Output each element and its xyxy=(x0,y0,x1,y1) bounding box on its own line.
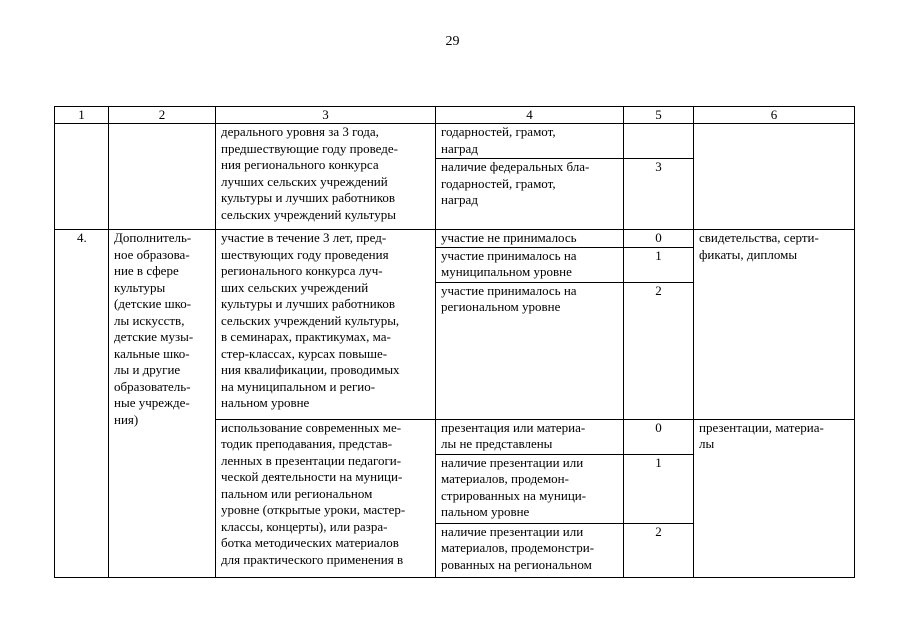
score-cell: 3 xyxy=(624,159,694,230)
score-cell: 0 xyxy=(624,419,694,454)
header-cell-1: 1 xyxy=(55,107,109,124)
indicator-cell: годарностей, грамот, наград xyxy=(436,124,624,159)
header-cell-5: 5 xyxy=(624,107,694,124)
header-cell-2: 2 xyxy=(109,107,216,124)
score-cell xyxy=(624,124,694,159)
score-cell: 1 xyxy=(624,454,694,523)
confirmation-cell: презентации, материа- лы xyxy=(694,419,855,577)
score-cell: 2 xyxy=(624,282,694,419)
criterion-cell: дерального уровня за 3 года, предшествующие году проведе- ния регионального конкурса лучших сельских учреждений культуры и лучших работников сельских учреждений культуры xyxy=(216,124,436,230)
name-cell-empty xyxy=(109,124,216,230)
indicator-cell: наличие презентации или материалов, продемон- стрированных на муници- пальном уровне xyxy=(436,454,624,523)
table-header-row xyxy=(55,107,855,124)
indicator-cell: наличие презентации или материалов, продемонстри- рованных на региональном xyxy=(436,523,624,577)
confirmation-cell-empty xyxy=(694,124,855,230)
number-cell-empty xyxy=(55,124,109,230)
table-row xyxy=(55,230,855,248)
indicator-cell: участие принималось на муниципальном уровне xyxy=(436,247,624,282)
indicator-cell: презентация или материа- лы не представлены xyxy=(436,419,624,454)
score-cell: 2 xyxy=(624,523,694,577)
table-row xyxy=(55,124,855,159)
header-cell-3: 3 xyxy=(216,107,436,124)
row-number-cell: 4. xyxy=(55,230,109,578)
score-cell: 1 xyxy=(624,247,694,282)
indicator-cell: наличие федеральных бла- годарностей, грамот, наград xyxy=(436,159,624,230)
row-name-cell: Дополнитель- ное образова- ние в сфере культуры (детские шко- лы искусств, детские музы- кальные шко- лы и другие образователь- ные учрежде- ния) xyxy=(109,230,216,578)
indicator-cell: участие принималось на региональном уровне xyxy=(436,282,624,419)
criterion-cell: использование современных ме- тодик преподавания, представ- ленных в презентации педагоги- ческой деятельности на муници- пальном или региональном уровне (открытые уроки, мастер- классы, концерты), или разра- ботка методических материалов для практического применения в xyxy=(216,419,436,577)
score-cell: 0 xyxy=(624,230,694,248)
page-number: 29 xyxy=(445,34,460,49)
header-cell-6: 6 xyxy=(694,107,855,124)
criteria-table xyxy=(54,106,855,578)
criterion-cell: участие в течение 3 лет, пред- шествующих году проведения регионального конкурса луч- ших сельских учреждений культуры и лучших работников сельских учреждений культуры, в семинарах, практикумах, ма- стер-классах, курсах повыше- ния квалификации, проводимых на муниципальном и регио- нальном уровне xyxy=(216,230,436,420)
header-cell-4: 4 xyxy=(436,107,624,124)
confirmation-cell: свидетельства, серти- фикаты, дипломы xyxy=(694,230,855,420)
indicator-cell: участие не принималось xyxy=(436,230,624,248)
